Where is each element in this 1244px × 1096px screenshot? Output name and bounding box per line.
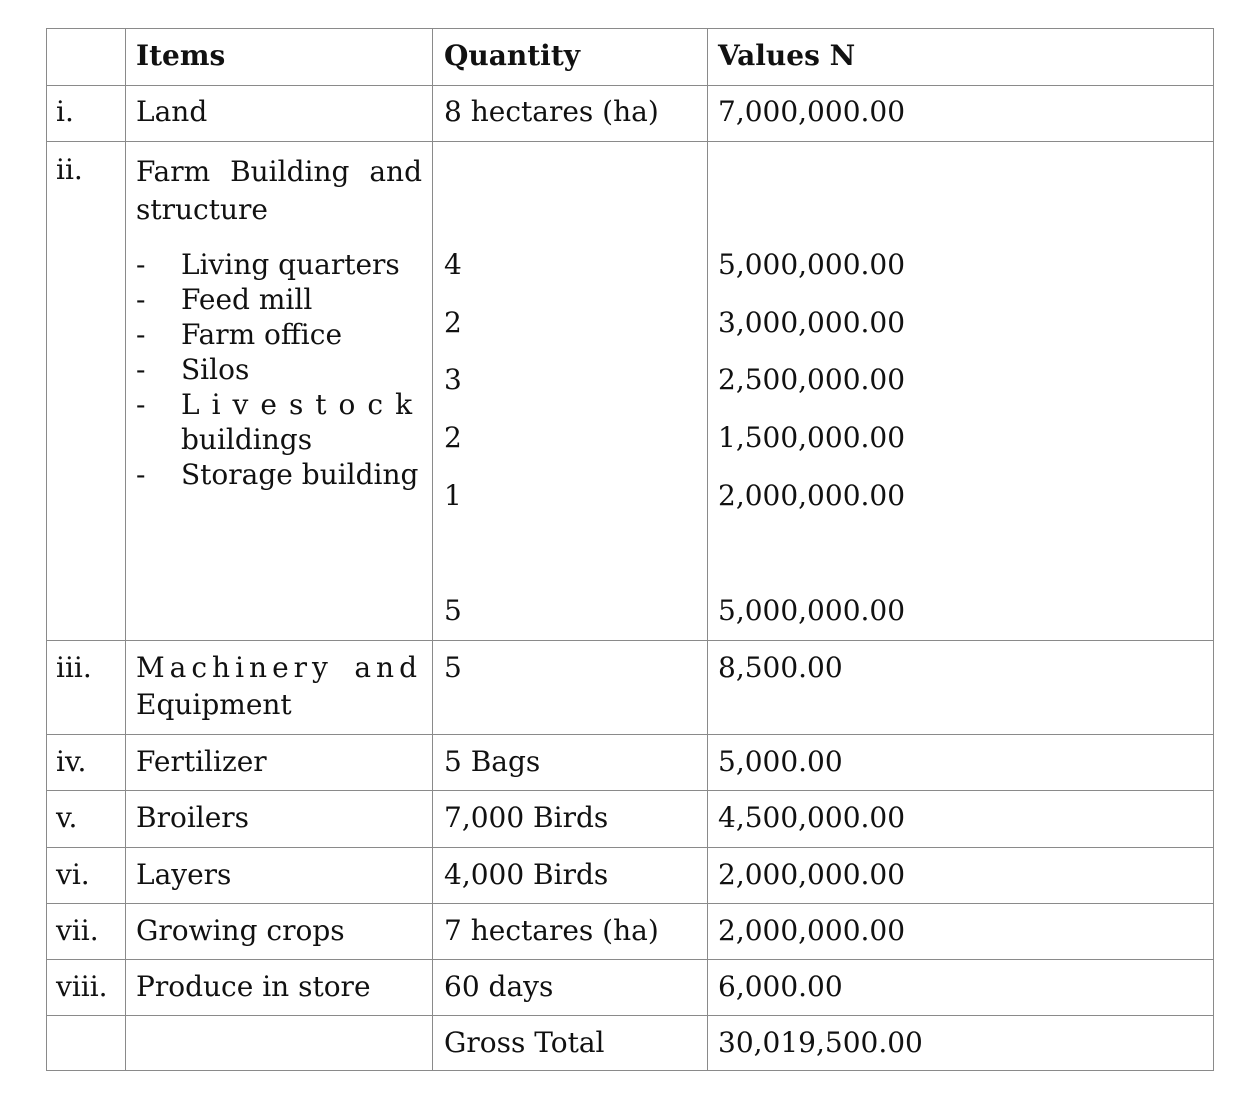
value-machinery: 8,500.00 [718,651,843,684]
header-items: Items [136,39,226,72]
column-divider [707,29,708,1070]
value-feed-mill: 3,000,000.00 [718,306,906,339]
sub-item-living-quarters: Living quarters [181,248,400,281]
sub-item-farm-office: Farm office [181,318,343,351]
value-growing-crops: 2,000,000.00 [718,914,906,947]
value-farm-office: 2,500,000.00 [718,363,906,396]
header-values: Values N [718,39,856,72]
item-farm-building: Farm Building and structure [136,155,422,226]
value-storage-building: 5,000,000.00 [718,594,906,627]
row-divider [47,85,1213,86]
row-divider [47,790,1213,791]
row-number: ii. [56,153,83,186]
row-number: viii. [56,970,108,1003]
row-number: iii. [56,651,92,684]
bullet-dash: - [136,458,146,491]
item-produce-in-store: Produce in store [136,970,371,1003]
quantity-livestock-buildings: 1 [444,479,462,512]
row-divider [47,640,1213,641]
gross-total-value: 30,019,500.00 [718,1026,923,1059]
value-land: 7,000,000.00 [718,95,906,128]
row-divider [47,847,1213,848]
gross-total-label: Gross Total [444,1026,605,1059]
value-fertilizer: 5,000.00 [718,745,843,778]
quantity-layers: 4,000 Birds [444,858,609,891]
quantity-machinery: 5 [444,651,462,684]
quantity-produce-in-store: 60 days [444,970,554,1003]
row-number: i. [56,95,74,128]
value-layers: 2,000,000.00 [718,858,906,891]
bullet-dash: - [136,248,146,281]
row-number: vi. [56,858,90,891]
row-divider [47,1015,1213,1016]
value-living-quarters: 5,000,000.00 [718,248,906,281]
sub-item-livestock: Livestock [181,388,425,421]
row-divider [47,734,1213,735]
sub-item-livestock-buildings: buildings [181,423,313,456]
item-machinery: Machinery and [136,651,422,684]
quantity-living-quarters: 4 [444,248,462,281]
quantity-storage-building: 5 [444,594,462,627]
quantity-fertilizer: 5 Bags [444,745,541,778]
row-number: iv. [56,745,87,778]
quantity-broilers: 7,000 Birds [444,801,609,834]
value-livestock-buildings: 2,000,000.00 [718,479,906,512]
sub-item-silos: Silos [181,353,250,386]
item-land: Land [136,95,208,128]
column-divider [125,29,126,1070]
item-fertilizer: Fertilizer [136,745,267,778]
bullet-dash: - [136,318,146,351]
value-silos: 1,500,000.00 [718,421,906,454]
row-number: vii. [56,914,99,947]
header-quantity: Quantity [444,39,581,72]
row-divider [47,959,1213,960]
item-growing-crops: Growing crops [136,914,345,947]
row-divider [47,141,1213,142]
item-equipment: Equipment [136,688,292,721]
row-divider [47,903,1213,904]
value-broilers: 4,500,000.00 [718,801,906,834]
bullet-dash: - [136,283,146,316]
asset-valuation-table [46,28,1214,1071]
quantity-growing-crops: 7 hectares (ha) [444,914,659,947]
quantity-land: 8 hectares (ha) [444,95,659,128]
quantity-farm-office: 3 [444,363,462,396]
sub-item-feed-mill: Feed mill [181,283,313,316]
value-produce-in-store: 6,000.00 [718,970,843,1003]
quantity-feed-mill: 2 [444,306,462,339]
bullet-dash: - [136,388,146,421]
quantity-silos: 2 [444,421,462,454]
item-broilers: Broilers [136,801,250,834]
item-layers: Layers [136,858,232,891]
bullet-dash: - [136,353,146,386]
column-divider [432,29,433,1070]
row-number: v. [56,801,78,834]
sub-item-storage-building: Storage building [181,458,419,491]
